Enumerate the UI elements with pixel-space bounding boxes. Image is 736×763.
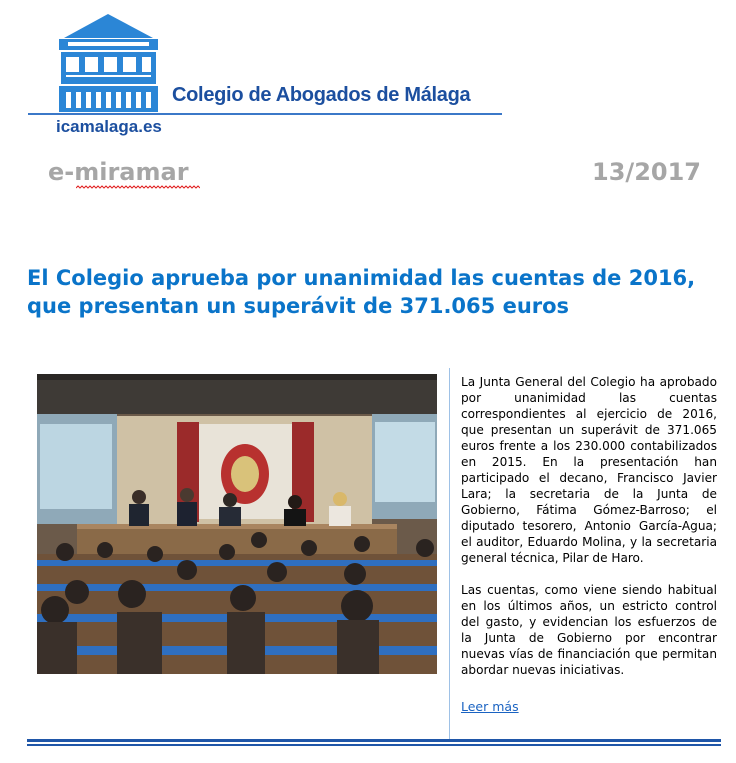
organization-name: Colegio de Abogados de Málaga: [172, 84, 471, 106]
building-logo-icon: [56, 12, 161, 114]
article-paragraph-1: La Junta General del Colegio ha aprobado por unanimidad las cuentas correspondientes al ejercicio de 2016, que presentan un superávit de 371.065 euros frente a los 230.000 contabilizados en 2015. En la presentación han participado el decano, Francisco Javier Lara; la secretaria de la Junta de Gobierno, Fátima Gómez-Barroso; el diputado tesorero, Antonio García-Agua; el auditor, Eduardo Molina, y la secretaria general técnica, Pilar de Haro.: [461, 375, 717, 565]
article-body: [461, 374, 717, 678]
newsletter-name: [48, 158, 189, 186]
footer-divider-top: [27, 739, 721, 742]
read-more-link[interactable]: Leer más: [461, 699, 519, 714]
article-headline: El Colegio aprueba por unanimidad las cuentas de 2016, que presentan un superávit de 371.065 euros: [27, 266, 696, 318]
newsletter-name-text: e-miramar: [48, 158, 189, 186]
column-divider: [449, 368, 450, 740]
issue-number: 13/2017: [592, 158, 701, 186]
article-paragraph-2: Las cuentas, como viene siendo habitual en los últimos años, un estricto control del gasto, y evidencian los esfuerzos de la Junta de Gobierno por encontrar nuevas vías de financiación que permitan abordar nuevas iniciativas.: [461, 583, 717, 677]
header-divider: [28, 113, 502, 115]
site-domain: icamalaga.es: [56, 117, 162, 136]
spellcheck-underline: [76, 185, 200, 189]
footer-divider-bottom: [27, 744, 721, 746]
assembly-meeting-photo: [37, 374, 437, 674]
